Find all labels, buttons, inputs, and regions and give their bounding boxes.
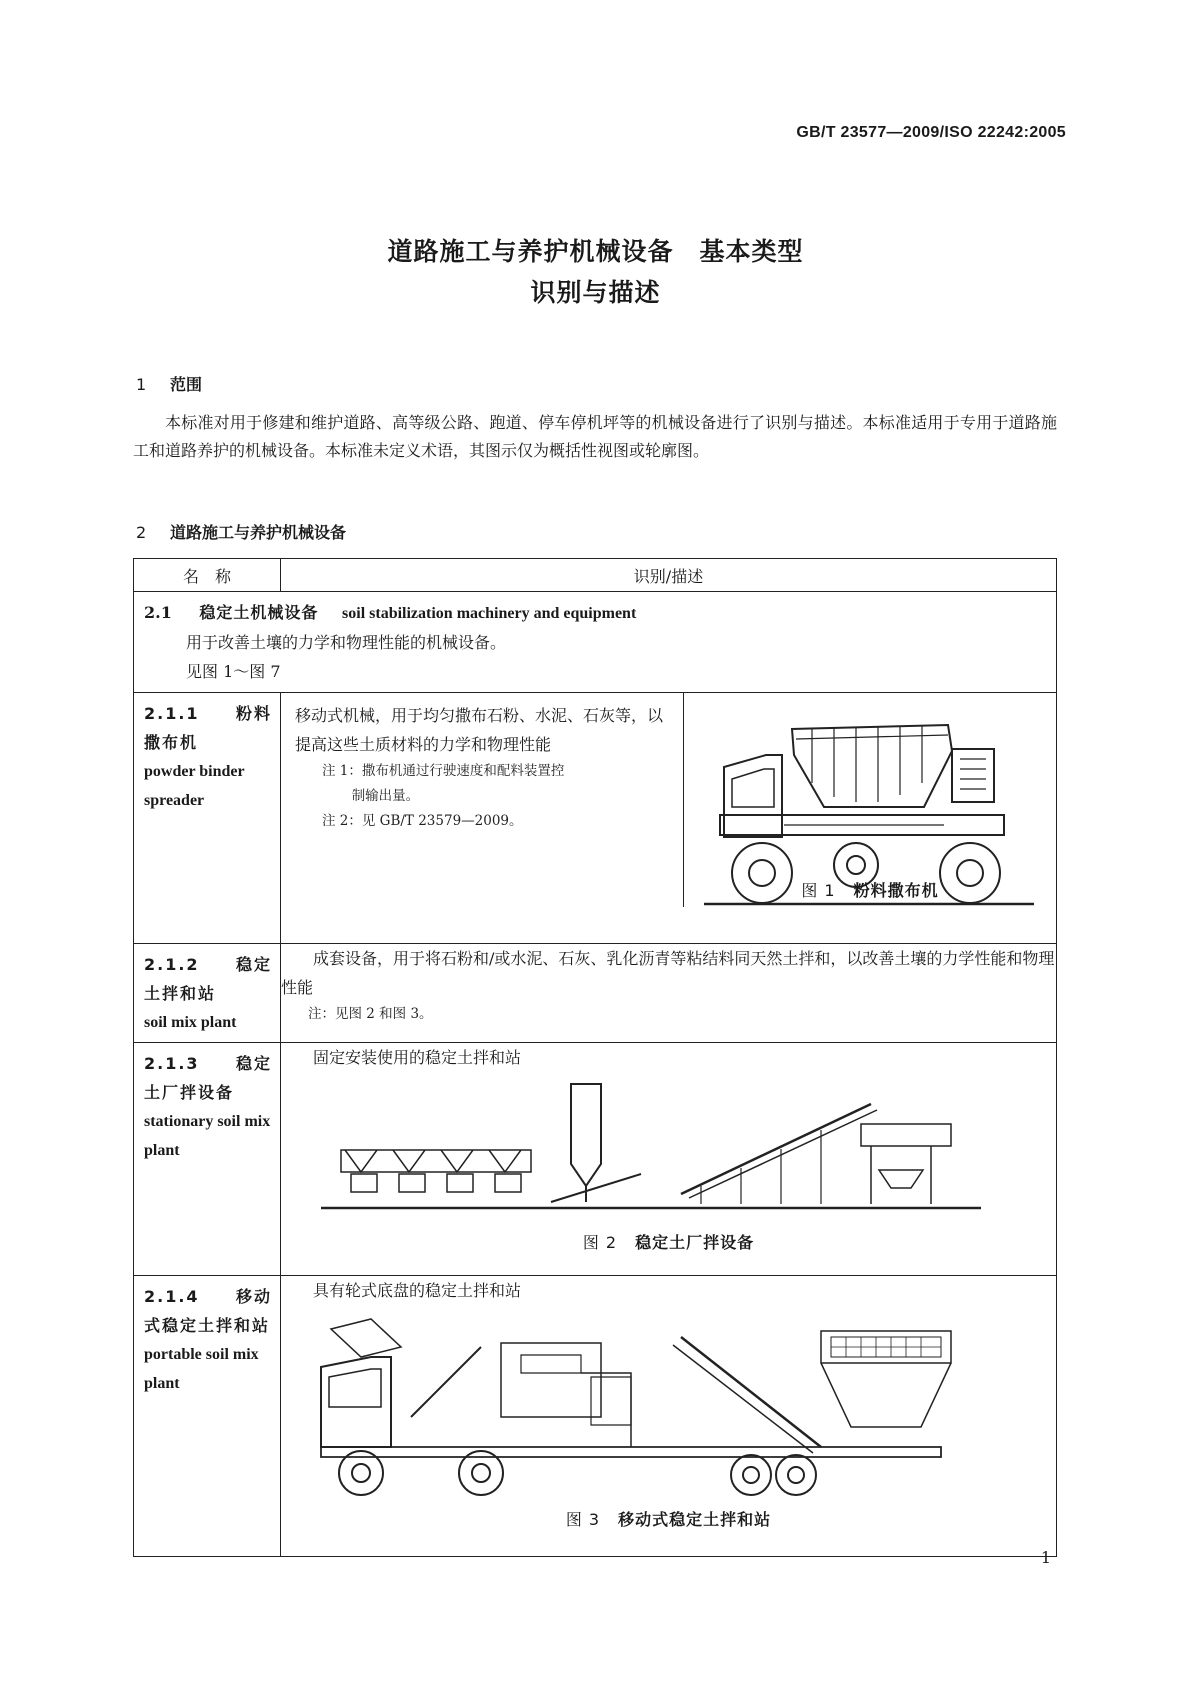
row-2-1-1-text (281, 693, 684, 907)
name-en: powder binder spreader (144, 763, 245, 809)
section-1-paragraph: 本标准对用于修建和维护道路、高等级公路、跑道、停车停机坪等的机械设备进行了识别与描述。本标准适用于专用于道路施工和道路养护的机械设备。本标准未定义术语，其图示仅为概括性视图或轮廓图。 (133, 413, 1057, 460)
powder-binder-spreader-figure (684, 707, 1056, 907)
table-row-2-1-4 (134, 1276, 1057, 1557)
row-2-1-3-name (134, 1043, 281, 1276)
description-text: 移动式机械，用于均匀撒布石粉、水泥、石灰等，以提高这些土质材料的力学和物理性能 (295, 706, 664, 754)
table-row-2-1 (134, 592, 1057, 693)
figure-number: 图 1 (801, 881, 836, 900)
row-number: 2.1.4 (144, 1287, 200, 1306)
figure-1-caption (684, 878, 1056, 901)
name-zh-part: 式稳定土拌和站 (144, 1316, 271, 1335)
row-2-1-1-name (134, 693, 281, 944)
figure-title: 粉料撒布机 (853, 881, 939, 900)
name-zh-part: 移动 (235, 1287, 272, 1306)
col-header-desc: 识别/描述 (281, 559, 1057, 592)
equipment-table (133, 558, 1057, 1557)
note-1: 注 1：撒布机通过行驶速度和配料装置控 (322, 763, 565, 779)
figure-3-caption (281, 1505, 1056, 1534)
row-2-1-cell (134, 592, 1057, 693)
col-header-name: 名 称 (134, 559, 281, 592)
row-2-1-heading (144, 598, 1044, 628)
row-2-1-2-name (134, 944, 281, 1043)
stationary-soil-mix-plant-figure (301, 1074, 1001, 1224)
note: 注：见图 2 和图 3。 (308, 1006, 433, 1022)
figure-number: 图 3 (565, 1510, 601, 1529)
table-header-row (134, 559, 1057, 592)
section-number: 1 (136, 375, 147, 394)
name-en: soil mix plant (144, 1014, 237, 1031)
section-title: 范围 (170, 375, 203, 394)
table-row-2-1-3 (134, 1043, 1057, 1276)
row-2-1-1-desc-cell (281, 693, 1057, 944)
description-text: 固定安装使用的稳定土拌和站 (313, 1048, 522, 1067)
name-zh-part: 粉料 (235, 704, 272, 723)
note-1-cont: 制输出量。 (351, 788, 420, 804)
section-number: 2 (136, 523, 147, 542)
description-text: 具有轮式底盘的稳定土拌和站 (313, 1281, 522, 1300)
document-title: 道路施工与养护机械设备 基本类型 (387, 237, 804, 266)
name-zh-part: 土厂拌设备 (144, 1083, 235, 1102)
name-en: stationary soil mix plant (144, 1113, 271, 1159)
row-2-1-3-desc (281, 1043, 1057, 1276)
row-2-1-en: soil stabilization machinery and equipment (342, 605, 637, 622)
description-text: 成套设备，用于将石粉和/或水泥、石灰、乳化沥青等粘结料同天然土拌和，以改善土壤的力学性能和物理性能 (281, 949, 1055, 997)
section-1-heading (136, 372, 202, 395)
figure-number: 图 2 (582, 1233, 618, 1252)
standard-code: GB/T 23577—2009/ISO 22242:2005 (796, 124, 1066, 141)
figure-2-caption (281, 1228, 1056, 1257)
row-2-1-desc: 用于改善土壤的力学和物理性能的机械设备。 (186, 633, 507, 652)
table-row-2-1-2 (134, 944, 1057, 1043)
section-2-heading (136, 520, 346, 543)
row-number: 2.1.2 (144, 955, 200, 974)
figure-title: 稳定土厂拌设备 (635, 1233, 755, 1252)
row-number: 2.1.1 (144, 704, 200, 723)
name-zh-part: 稳定 (235, 955, 272, 974)
page-number: 1 (1040, 1548, 1051, 1567)
row-2-1-4-name (134, 1276, 281, 1557)
row-2-1-2-desc (281, 944, 1057, 1043)
figure-title: 移动式稳定土拌和站 (618, 1510, 772, 1529)
row-number: 2.1.3 (144, 1054, 200, 1073)
section-title: 道路施工与养护机械设备 (170, 523, 347, 542)
row-2-1-4-desc (281, 1276, 1057, 1557)
document-subtitle: 识别与描述 (530, 278, 661, 307)
table-row-2-1-1 (134, 693, 1057, 944)
name-zh-part: 土拌和站 (144, 984, 217, 1003)
note-2: 注 2：见 GB/T 23579—2009。 (322, 813, 523, 829)
name-en: portable soil mix plant (144, 1346, 259, 1392)
row-2-1-zh: 稳定土机械设备 (199, 603, 319, 622)
portable-soil-mix-plant-figure (301, 1307, 1001, 1503)
figure-1 (684, 693, 1056, 907)
row-2-1-ref: 见图 1～图 7 (186, 662, 281, 681)
row-number: 2.1 (144, 603, 172, 622)
name-zh-part: 撒布机 (144, 733, 199, 752)
name-zh-part: 稳定 (235, 1054, 272, 1073)
